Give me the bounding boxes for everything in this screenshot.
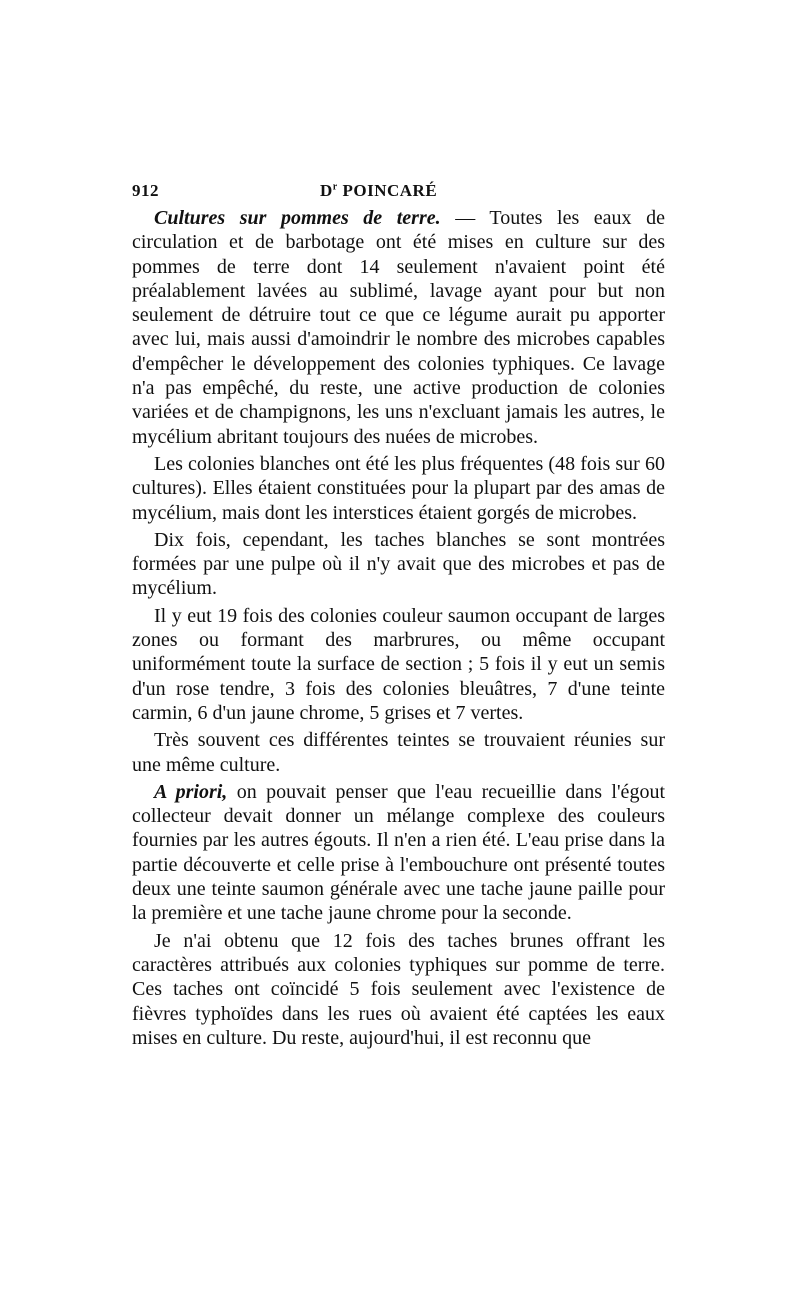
paragraph-text: Les colonies blanches ont été les plus fréquentes (48 fois sur 60 cultures). Elles étaient constituées pour la plupart par des amas de mycélium, mais dont les interstices étaient gorgés de microbes. — [132, 452, 665, 524]
paragraph-text: Très souvent ces différentes teintes se trouvaient réunies sur une même culture. — [132, 729, 665, 776]
paragraph — [132, 206, 665, 449]
paragraph — [132, 929, 665, 1050]
section-lead: Cultures sur pommes de terre. — [154, 207, 441, 229]
paragraph — [132, 528, 665, 601]
author-name: POINCARÉ — [342, 181, 438, 200]
paragraph-text: on pouvait penser que l'eau recueillie dans l'égout collecteur devait donner un mélange complexe des couleurs fournies par les autres égouts. Il n'en a rien été. L'eau prise dans la partie découverte et celle prise à l'embouchure ont présenté toutes deux une teinte saumon générale avec une tache jaune paille pour la première et une tache jaune chrome pour la seconde. — [132, 780, 665, 925]
paragraph-text: Dix fois, cependant, les taches blanches se sont montrées formées par une pulpe où il n'y avait que des microbes et pas de mycélium. — [132, 528, 665, 600]
paragraph — [132, 452, 665, 525]
paragraph-text: Je n'ai obtenu que 12 fois des taches brunes offrant les caractères attribués aux colonies typhiques sur pomme de terre. Ces taches ont coïncidé 5 fois seulement avec l'existence de fièvres typhoïdes dans les rues où avaient été captées les eaux mises en culture. Du reste, aujourd'hui, il est reconnu que — [132, 929, 665, 1049]
paragraph-text: — Toutes les eaux de circulation et de barbotage ont été mises en culture sur des pommes de terre dont 14 seulement n'avaient point été préalablement lavées au sublimé, lavage ayant pour but non seulement de détruire tout ce que ce légume aurait pu apporter avec lui, mais aussi d'amoindrir le nombre des microbes capables d'empêcher le développement des colonies typhiques. Ce lavage n'a pas empêché, du reste, une active production de colonies variées et de champignons, les uns n'excluant jamais les autres, le mycélium abritant toujours des nuées de microbes. — [132, 207, 666, 448]
paragraph — [132, 728, 665, 777]
italic-lead: A priori, — [154, 780, 228, 803]
author-prefix: D — [320, 181, 333, 200]
page-number: 912 — [132, 181, 159, 200]
body-text — [132, 206, 665, 1050]
paragraph-text: Il y eut 19 fois des colonies couleur saumon occupant de larges zones ou formant des marbrures, ou même occupant uniformément toute la surface de section ; 5 fois il y eut un semis d'un rose tendre, 3 fois des colonies bleuâtres, 7 d'une teinte carmin, 6 d'un jaune chrome, 5 grises et 7 vertes. — [132, 604, 665, 724]
author-sup: r — [332, 181, 338, 193]
running-header — [132, 181, 668, 207]
paragraph — [132, 780, 665, 926]
running-title — [320, 181, 437, 201]
paragraph — [132, 604, 665, 725]
